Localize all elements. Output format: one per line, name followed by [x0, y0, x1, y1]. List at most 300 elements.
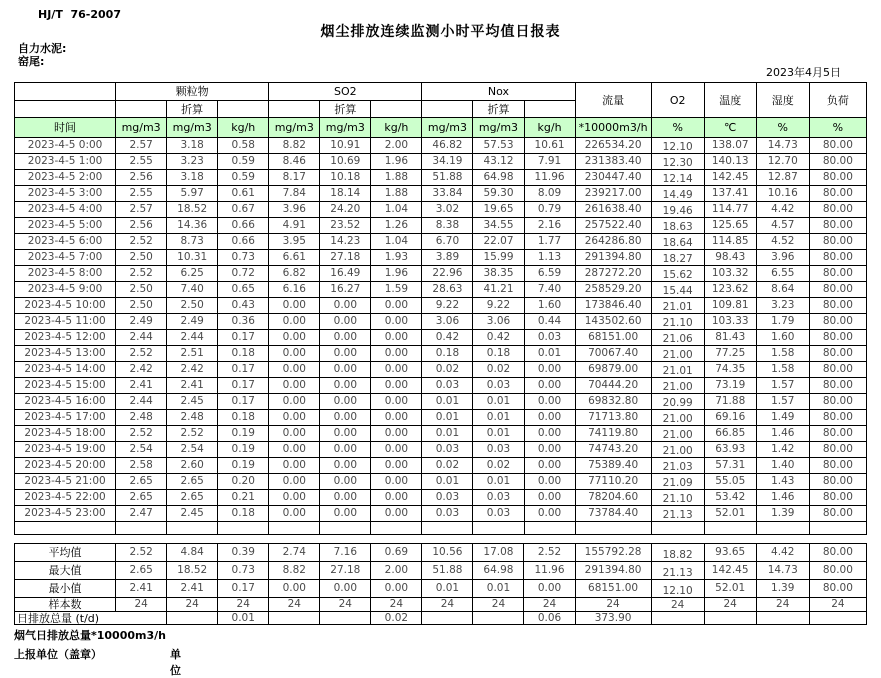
row-value: 21.00: [651, 410, 704, 426]
empty-row: [15, 522, 867, 535]
row-value: 80.00: [809, 186, 866, 202]
summary-value: 0.39: [218, 544, 269, 562]
unit-cell: %: [809, 118, 866, 138]
row-value: 0.00: [371, 330, 422, 346]
row-value: 1.58: [756, 362, 809, 378]
hour-row: [15, 506, 867, 522]
row-value: 6.61: [269, 250, 320, 266]
row-value: 0.00: [320, 346, 371, 362]
row-value: 8.38: [422, 218, 473, 234]
row-value: 8.17: [269, 170, 320, 186]
row-time: 2023-4-5 1:00: [15, 154, 116, 170]
hour-row: [15, 170, 867, 186]
row-value: 12.14: [651, 170, 704, 186]
row-value: 3.96: [269, 202, 320, 218]
summary-value: 24: [269, 598, 320, 612]
hour-row: [15, 186, 867, 202]
row-value: 80.00: [809, 506, 866, 522]
summary-label: 平均值: [15, 544, 116, 562]
row-value: 1.96: [371, 266, 422, 282]
summary-value: 0.00: [371, 580, 422, 598]
row-value: 80.00: [809, 298, 866, 314]
row-value: 3.23: [167, 154, 218, 170]
header-blank-cell: [15, 101, 116, 118]
summary-value: 64.98: [473, 562, 524, 580]
row-value: 0.00: [269, 490, 320, 506]
row-value: 0.01: [473, 394, 524, 410]
row-value: 0.01: [422, 410, 473, 426]
daily-total-value: [269, 612, 320, 625]
summary-value: 291394.80: [575, 562, 651, 580]
row-time: 2023-4-5 14:00: [15, 362, 116, 378]
row-value: 71713.80: [575, 410, 651, 426]
summary-value: 80.00: [809, 562, 866, 580]
row-value: 34.55: [473, 218, 524, 234]
row-value: 0.20: [218, 474, 269, 490]
daily-total-value: [320, 612, 371, 625]
row-value: 2.16: [524, 218, 575, 234]
row-value: 123.62: [704, 282, 756, 298]
daily-total-value: 0.01: [218, 612, 269, 625]
row-value: 0.72: [218, 266, 269, 282]
row-value: 0.18: [218, 410, 269, 426]
empty-cell: [575, 522, 651, 535]
summary-value: 4.84: [167, 544, 218, 562]
row-time: 2023-4-5 3:00: [15, 186, 116, 202]
row-time: 2023-4-5 5:00: [15, 218, 116, 234]
daily-total-value: 0.06: [524, 612, 575, 625]
row-value: 1.88: [371, 170, 422, 186]
row-value: 80.00: [809, 314, 866, 330]
row-value: 0.00: [320, 394, 371, 410]
row-value: 6.25: [167, 266, 218, 282]
row-value: 0.19: [218, 458, 269, 474]
daily-total-value: [473, 612, 524, 625]
summary-value: 52.01: [704, 580, 756, 598]
hour-row: [15, 442, 867, 458]
empty-cell: [15, 522, 116, 535]
row-value: 80.00: [809, 218, 866, 234]
row-value: 0.18: [218, 346, 269, 362]
row-value: 0.36: [218, 314, 269, 330]
summary-value: 0.01: [473, 580, 524, 598]
row-value: 2.45: [167, 506, 218, 522]
summary-value: 68151.00: [575, 580, 651, 598]
header-blank-cell: [269, 101, 320, 118]
row-value: 0.00: [320, 474, 371, 490]
row-value: 21.06: [651, 330, 704, 346]
row-value: 70444.20: [575, 378, 651, 394]
row-value: 0.01: [524, 346, 575, 362]
row-value: 74119.80: [575, 426, 651, 442]
row-value: 59.30: [473, 186, 524, 202]
row-value: 0.42: [422, 330, 473, 346]
summary-value: 0.00: [524, 580, 575, 598]
summary-value: 51.88: [422, 562, 473, 580]
row-value: 0.00: [524, 426, 575, 442]
row-time: 2023-4-5 11:00: [15, 314, 116, 330]
row-value: 6.16: [269, 282, 320, 298]
row-value: 81.43: [704, 330, 756, 346]
row-value: 226534.20: [575, 138, 651, 154]
summary-value: 93.65: [704, 544, 756, 562]
row-value: 64.98: [473, 170, 524, 186]
row-value: 12.87: [756, 170, 809, 186]
row-value: 0.00: [371, 426, 422, 442]
row-value: 2.57: [116, 202, 167, 218]
row-time: 2023-4-5 10:00: [15, 298, 116, 314]
row-value: 21.00: [651, 442, 704, 458]
row-time: 2023-4-5 19:00: [15, 442, 116, 458]
summary-value: 18.52: [167, 562, 218, 580]
row-value: 1.77: [524, 234, 575, 250]
summary-value: 24: [524, 598, 575, 612]
row-value: 0.00: [320, 378, 371, 394]
row-value: 1.49: [756, 410, 809, 426]
unit-cell: mg/m3: [269, 118, 320, 138]
empty-cell: [269, 522, 320, 535]
row-value: 173846.40: [575, 298, 651, 314]
row-value: 5.97: [167, 186, 218, 202]
row-value: 0.00: [320, 330, 371, 346]
row-value: 0.02: [422, 362, 473, 378]
row-value: 2.50: [116, 282, 167, 298]
unit-cell: ℃: [704, 118, 756, 138]
row-value: 2.56: [116, 170, 167, 186]
row-value: 21.10: [651, 314, 704, 330]
row-value: 55.05: [704, 474, 756, 490]
header-blank-cell: [218, 101, 269, 118]
daily-total-row: [15, 612, 867, 625]
unit-cell: mg/m3: [167, 118, 218, 138]
row-value: 0.17: [218, 330, 269, 346]
summary-value: 24: [809, 598, 866, 612]
row-value: 0.59: [218, 170, 269, 186]
row-value: 2.55: [116, 154, 167, 170]
summary-value: 24: [473, 598, 524, 612]
row-value: 78204.60: [575, 490, 651, 506]
row-value: 0.00: [320, 314, 371, 330]
row-value: 21.03: [651, 458, 704, 474]
empty-cell: [809, 522, 866, 535]
row-time: 2023-4-5 17:00: [15, 410, 116, 426]
row-value: 57.31: [704, 458, 756, 474]
row-value: 0.00: [371, 458, 422, 474]
row-value: 21.09: [651, 474, 704, 490]
hour-row: [15, 138, 867, 154]
summary-value: 24: [756, 598, 809, 612]
row-value: 4.91: [269, 218, 320, 234]
row-value: 57.53: [473, 138, 524, 154]
row-value: 114.85: [704, 234, 756, 250]
row-value: 2.60: [167, 458, 218, 474]
header-group-nox: Nox: [422, 83, 575, 101]
unit-cell: mg/m3: [473, 118, 524, 138]
row-value: 0.00: [269, 330, 320, 346]
row-value: 51.88: [422, 170, 473, 186]
row-value: 80.00: [809, 170, 866, 186]
row-value: 1.57: [756, 394, 809, 410]
row-value: 2.52: [116, 426, 167, 442]
row-value: 0.00: [269, 394, 320, 410]
row-value: 6.82: [269, 266, 320, 282]
row-value: 80.00: [809, 202, 866, 218]
header-row-groups: [15, 83, 867, 101]
row-value: 0.00: [269, 362, 320, 378]
header-group-so2: SO2: [269, 83, 422, 101]
row-value: 18.27: [651, 250, 704, 266]
row-value: 0.03: [473, 506, 524, 522]
row-value: 0.02: [473, 362, 524, 378]
row-value: 10.69: [320, 154, 371, 170]
row-value: 21.01: [651, 362, 704, 378]
hour-row: [15, 250, 867, 266]
row-value: 2.45: [167, 394, 218, 410]
row-value: 2.58: [116, 458, 167, 474]
summary-value: 14.73: [756, 562, 809, 580]
row-value: 2.42: [116, 362, 167, 378]
row-value: 0.00: [371, 394, 422, 410]
row-value: 80.00: [809, 458, 866, 474]
row-value: 75389.40: [575, 458, 651, 474]
header-group-pm: 颗粒物: [116, 83, 269, 101]
empty-cell: [116, 522, 167, 535]
header-nox-converted: 折算: [473, 101, 524, 118]
empty-cell: [218, 522, 269, 535]
row-value: 2.00: [371, 138, 422, 154]
summary-value: 2.52: [524, 544, 575, 562]
row-value: 0.44: [524, 314, 575, 330]
row-value: 0.01: [473, 474, 524, 490]
row-value: 2.65: [167, 474, 218, 490]
row-value: 0.42: [473, 330, 524, 346]
row-value: 0.00: [320, 426, 371, 442]
row-time: 2023-4-5 6:00: [15, 234, 116, 250]
empty-cell: [651, 522, 704, 535]
summary-value: 24: [116, 598, 167, 612]
row-value: 0.00: [371, 506, 422, 522]
empty-cell: [524, 522, 575, 535]
row-value: 0.79: [524, 202, 575, 218]
row-value: 3.23: [756, 298, 809, 314]
row-time: 2023-4-5 2:00: [15, 170, 116, 186]
row-value: 18.63: [651, 218, 704, 234]
hourly-data-table: [14, 82, 867, 535]
row-value: 69.16: [704, 410, 756, 426]
header-temperature: 温度: [704, 83, 756, 118]
row-time: 2023-4-5 13:00: [15, 346, 116, 362]
row-value: 239217.00: [575, 186, 651, 202]
row-value: 4.42: [756, 202, 809, 218]
row-value: 8.73: [167, 234, 218, 250]
row-value: 2.57: [116, 138, 167, 154]
location-label: 窑尾:: [18, 55, 45, 68]
row-value: 125.65: [704, 218, 756, 234]
hour-row: [15, 282, 867, 298]
row-value: 0.00: [371, 490, 422, 506]
unit-cell: mg/m3: [116, 118, 167, 138]
row-value: 1.59: [371, 282, 422, 298]
summary-value: 27.18: [320, 562, 371, 580]
row-time: 2023-4-5 12:00: [15, 330, 116, 346]
row-value: 3.06: [422, 314, 473, 330]
hour-row: [15, 202, 867, 218]
row-value: 0.67: [218, 202, 269, 218]
row-value: 41.21: [473, 282, 524, 298]
hour-row: [15, 394, 867, 410]
unit-cell: mg/m3: [422, 118, 473, 138]
row-value: 80.00: [809, 394, 866, 410]
row-value: 0.65: [218, 282, 269, 298]
daily-total-value: 373.90: [575, 612, 651, 625]
row-value: 0.18: [218, 506, 269, 522]
summary-value: 80.00: [809, 544, 866, 562]
header-load: 负荷: [809, 83, 866, 118]
report-unit-label: 上报单位（盖章）: [14, 648, 102, 661]
empty-cell: [756, 522, 809, 535]
row-value: 0.00: [320, 506, 371, 522]
row-value: 2.41: [167, 378, 218, 394]
summary-value: 18.82: [651, 544, 704, 562]
row-value: 291394.80: [575, 250, 651, 266]
row-value: 14.73: [756, 138, 809, 154]
row-value: 7.84: [269, 186, 320, 202]
summary-value: 24: [218, 598, 269, 612]
hour-row: [15, 362, 867, 378]
row-value: 66.85: [704, 426, 756, 442]
row-value: 2.52: [116, 266, 167, 282]
row-value: 114.77: [704, 202, 756, 218]
row-time: 2023-4-5 23:00: [15, 506, 116, 522]
row-value: 137.41: [704, 186, 756, 202]
unit-cell: kg/h: [524, 118, 575, 138]
row-value: 2.42: [167, 362, 218, 378]
daily-total-value: [651, 612, 704, 625]
hour-row: [15, 234, 867, 250]
row-value: 80.00: [809, 362, 866, 378]
row-value: 2.56: [116, 218, 167, 234]
row-value: 21.00: [651, 426, 704, 442]
row-value: 1.93: [371, 250, 422, 266]
row-value: 22.07: [473, 234, 524, 250]
row-value: 0.17: [218, 394, 269, 410]
row-value: 0.66: [218, 234, 269, 250]
page-title: 烟尘排放连续监测小时平均值日报表: [320, 24, 561, 40]
row-value: 18.52: [167, 202, 218, 218]
unit-cell: *10000m3/h: [575, 118, 651, 138]
row-value: 9.22: [473, 298, 524, 314]
hour-row: [15, 298, 867, 314]
row-value: 0.18: [422, 346, 473, 362]
empty-cell: [320, 522, 371, 535]
row-value: 0.00: [269, 346, 320, 362]
row-value: 33.84: [422, 186, 473, 202]
summary-value: 24: [167, 598, 218, 612]
row-time: 2023-4-5 7:00: [15, 250, 116, 266]
summary-row: [15, 544, 867, 562]
row-value: 103.33: [704, 314, 756, 330]
daily-total-value: [167, 612, 218, 625]
row-value: 0.17: [218, 362, 269, 378]
row-value: 10.16: [756, 186, 809, 202]
row-value: 0.03: [422, 378, 473, 394]
row-value: 0.21: [218, 490, 269, 506]
row-value: 68151.00: [575, 330, 651, 346]
header-blank-cell: [116, 101, 167, 118]
row-value: 80.00: [809, 490, 866, 506]
row-time: 2023-4-5 22:00: [15, 490, 116, 506]
hour-row: [15, 314, 867, 330]
row-value: 71.88: [704, 394, 756, 410]
row-value: 1.60: [756, 330, 809, 346]
row-value: 0.00: [269, 314, 320, 330]
row-value: 1.40: [756, 458, 809, 474]
row-value: 43.12: [473, 154, 524, 170]
row-value: 2.52: [167, 426, 218, 442]
row-value: 4.52: [756, 234, 809, 250]
row-value: 2.54: [167, 442, 218, 458]
row-value: 2.44: [167, 330, 218, 346]
row-value: 80.00: [809, 474, 866, 490]
row-value: 3.95: [269, 234, 320, 250]
summary-value: 24: [371, 598, 422, 612]
row-time: 2023-4-5 9:00: [15, 282, 116, 298]
row-value: 6.59: [524, 266, 575, 282]
row-value: 7.91: [524, 154, 575, 170]
row-value: 0.00: [524, 410, 575, 426]
hour-row: [15, 346, 867, 362]
daily-total-value: 0.02: [371, 612, 422, 625]
row-value: 80.00: [809, 346, 866, 362]
row-value: 264286.80: [575, 234, 651, 250]
row-time: 2023-4-5 4:00: [15, 202, 116, 218]
row-value: 7.40: [524, 282, 575, 298]
row-value: 18.14: [320, 186, 371, 202]
summary-value: 2.41: [116, 580, 167, 598]
row-value: 0.19: [218, 426, 269, 442]
row-value: 10.61: [524, 138, 575, 154]
daily-total-label: 日排放总量 (t/d): [15, 612, 167, 625]
daily-total-value: [756, 612, 809, 625]
row-value: 0.00: [320, 298, 371, 314]
summary-label: 最小值: [15, 580, 116, 598]
summary-value: 24: [575, 598, 651, 612]
hour-row: [15, 458, 867, 474]
row-value: 0.01: [473, 426, 524, 442]
row-value: 0.03: [422, 490, 473, 506]
row-value: 20.99: [651, 394, 704, 410]
daily-total-value: [809, 612, 866, 625]
row-value: 0.03: [422, 442, 473, 458]
hour-row: [15, 266, 867, 282]
row-value: 109.81: [704, 298, 756, 314]
row-time: 2023-4-5 0:00: [15, 138, 116, 154]
row-value: 1.42: [756, 442, 809, 458]
row-value: 16.49: [320, 266, 371, 282]
row-value: 0.73: [218, 250, 269, 266]
row-value: 2.65: [116, 474, 167, 490]
row-value: 1.26: [371, 218, 422, 234]
row-value: 80.00: [809, 378, 866, 394]
row-value: 0.61: [218, 186, 269, 202]
row-value: 74.35: [704, 362, 756, 378]
row-value: 21.00: [651, 378, 704, 394]
row-value: 46.82: [422, 138, 473, 154]
row-value: 0.00: [371, 362, 422, 378]
row-value: 23.52: [320, 218, 371, 234]
row-value: 53.42: [704, 490, 756, 506]
summary-value: 2.41: [167, 580, 218, 598]
